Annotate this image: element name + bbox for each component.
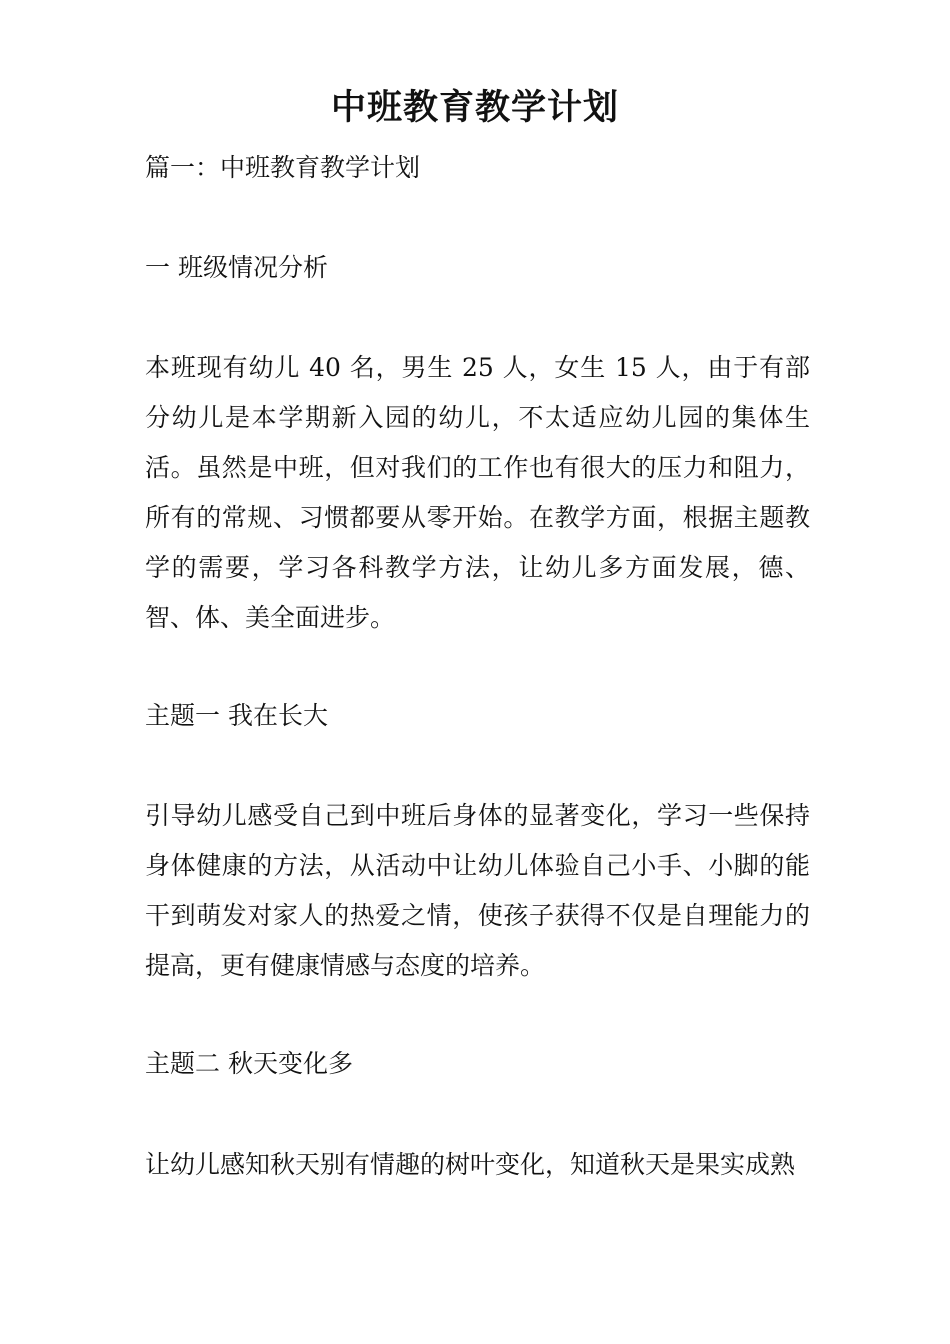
document-subtitle: 篇一：中班教育教学计划 [145, 153, 421, 182]
intro-paragraph: 本班现有幼儿 40 名，男生 25 人，女生 15 人，由于有部分幼儿是本学期新入园的幼儿，不太适应幼儿园的集体生活。虽然是中班，但对我们的工作也有很大的压力和阻力，所有的常规、习惯都要从零开始。在教学方面，根据主题教学的需要，学习各科教学方法，让幼儿多方面发展，德、智、体、美全面进步。 [145, 353, 810, 632]
theme2-heading: 主题二 秋天变化多 [145, 1049, 353, 1078]
section-heading: 一 班级情况分析 [145, 253, 328, 282]
theme2-paragraph: 让幼儿感知秋天别有情趣的树叶变化，知道秋天是果实成熟 [145, 1150, 796, 1179]
theme1-paragraph: 引导幼儿感受自己到中班后身体的显著变化，学习一些保持身体健康的方法，从活动中让幼儿体验自己小手、小脚的能干到萌发对家人的热爱之情，使孩子获得不仅是自理能力的提高，更有健康情感与态度的培养。 [145, 801, 810, 980]
document-title: 中班教育教学计划 [330, 87, 619, 128]
theme1-heading: 主题一 我在长大 [145, 701, 328, 730]
